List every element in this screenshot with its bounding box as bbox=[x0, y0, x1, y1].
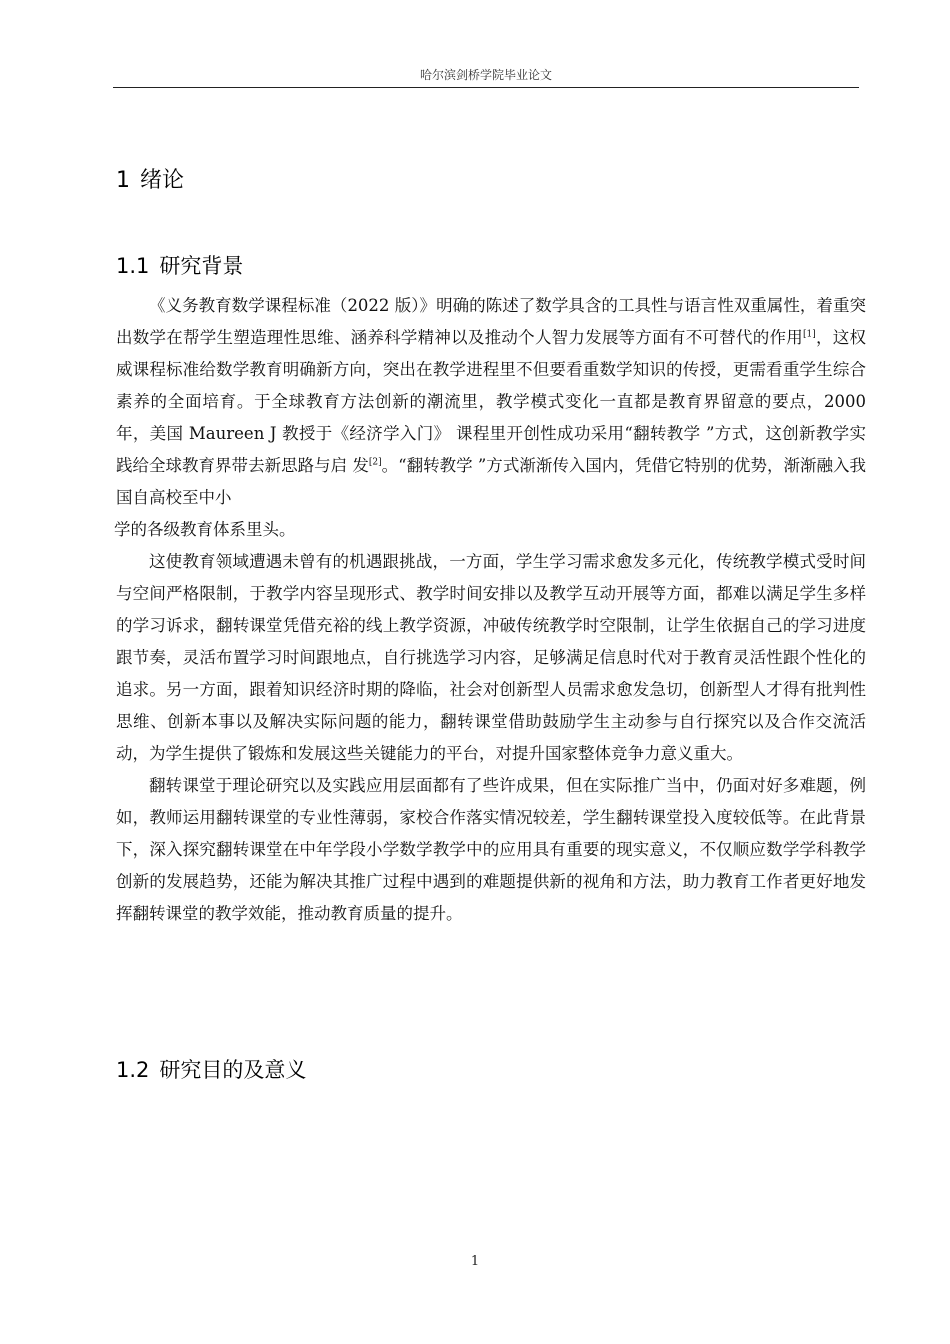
paragraph-1-continuation: 学的各级教育体系里头。 bbox=[114, 520, 296, 539]
paragraph-3: 翻转课堂于理论研究以及实践应用层面都有了些许成果，但在实际推广当中，仍面对好多难题，例如，教师运用翻转课堂的专业性薄弱，家校合作落实情况较差，学生翻转课堂投入度较低等。在此背景下，深入探究翻转课堂在中年学段小学数学教学中的应用具有重要的现实意义，不仅顺应数学学科教学创新的发展趋势，还能为解决其推广过程中遇到的难题提供新的视角和方法，助力教育工作者更好地发挥翻转课堂的教学效能，推动教育质量的提升。 bbox=[116, 776, 866, 923]
citation-2: [2] bbox=[368, 457, 382, 468]
paragraph-1-text-a: 《义务教育数学课程标准（2022 版）》明确的陈述了数学具含的工具性与语言性双重属性，着重突出数学在帮学生塑造理性思维、涵养科学精神以及推动个人智力发展等方面有不可替代的作用 bbox=[116, 296, 866, 347]
section-heading-1-1 bbox=[116, 250, 243, 280]
body-text-block bbox=[116, 290, 866, 930]
chapter-title-text: 绪论 bbox=[140, 168, 185, 193]
header-rule bbox=[113, 87, 859, 88]
section-number: 1.1 bbox=[116, 254, 150, 278]
section-heading-1-2 bbox=[116, 1054, 306, 1084]
chapter-title bbox=[116, 163, 184, 194]
chapter-number: 1 bbox=[116, 168, 130, 193]
citation-1: [1] bbox=[802, 329, 816, 340]
paragraph-2: 这使教育领域遭遇未曾有的机遇跟挑战，一方面，学生学习需求愈发多元化，传统教学模式受时间与空间严格限制，于教学内容呈现形式、教学时间安排以及教学互动开展等方面，都难以满足学生多样的学习诉求，翻转课堂凭借充裕的线上教学资源，冲破传统教学时空限制，让学生依据自己的学习进度跟节奏，灵活布置学习时间跟地点，自行挑选学习内容，足够满足信息时代对于教育灵活性跟个性化的追求。另一方面，跟着知识经济时期的降临，社会对创新型人员需求愈发急切，创新型人才得有批判性思维、创新本事以及解决实际问题的能力，翻转课堂借助鼓励学生主动参与自行探究以及合作交流活动，为学生提供了锻炼和发展这些关键能力的平台，对提升国家整体竞争力意义重大。 bbox=[116, 552, 866, 763]
paragraph-1-text-b: ，这权威课程标准给数学教育明确新方向，突出在教学进程里不但要看重数学知识的传授，更需看重学生综合素养的全面培育。于全球教育方法创新的潮流里，教学模式变化一直都是教育界留意的要点，2000 年，美国 Maureen J 教授于《经济学入门》 课程里开创性成功采用“翻转教学 ”方式，这创新教学实践给全球教育界带去新思路与启 发 bbox=[116, 328, 867, 475]
section-title-text: 研究目的及意义 bbox=[159, 1058, 307, 1082]
paragraph-1-text-c: 。“翻转教学 ”方式渐渐传入国内，凭借它特别的优势，渐渐融入我国自高校至中小 bbox=[116, 456, 866, 507]
section-title-text: 研究背景 bbox=[159, 254, 244, 278]
page-number: 1 bbox=[470, 1254, 480, 1269]
section-number: 1.2 bbox=[116, 1058, 150, 1082]
running-header: 哈尔滨剑桥学院毕业论文 bbox=[419, 68, 552, 82]
paragraph-1 bbox=[116, 290, 866, 514]
